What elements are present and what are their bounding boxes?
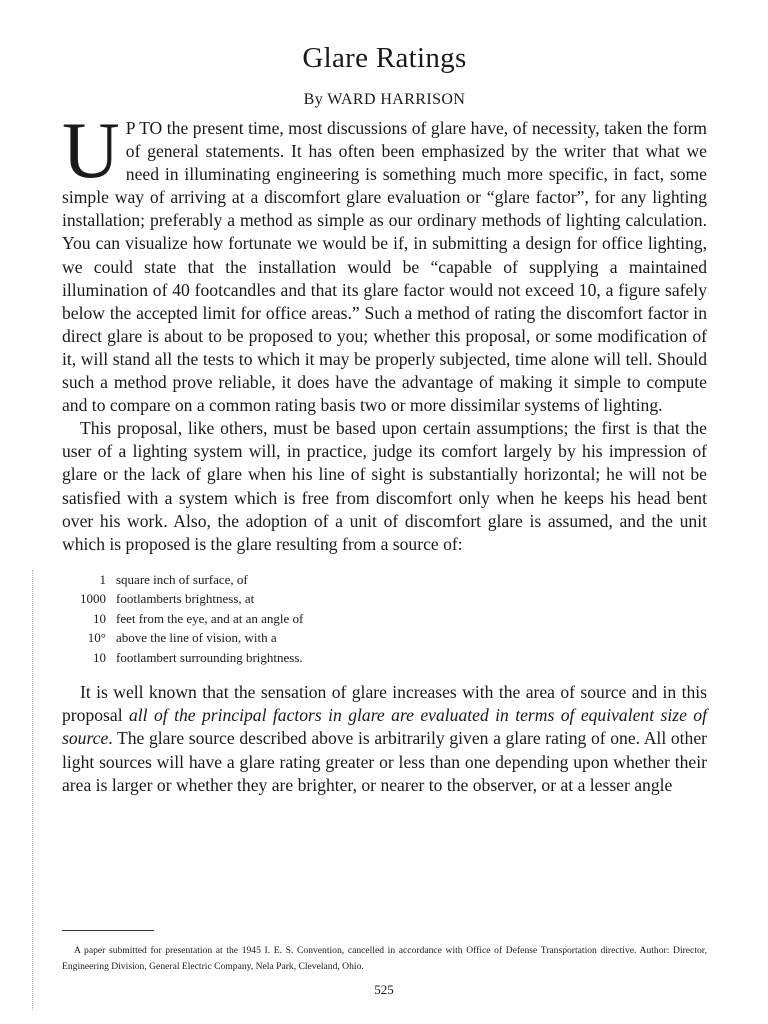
list-item-number: 10 [93, 649, 106, 665]
list-item-text: footlambert surrounding brightness. [116, 649, 303, 665]
list-item-text: feet from the eye, and at an angle of [116, 610, 304, 626]
paragraph-3-start: It is well known that the sensation of glare increases with the area of source and in this proposal [62, 682, 707, 726]
list-item-number: 10 [93, 610, 106, 626]
page-number: 525 [374, 982, 394, 997]
list-item-text: footlamberts brightness, at [116, 591, 255, 607]
list-item-number: 1000 [80, 591, 106, 607]
article [62, 38, 707, 797]
list-item-number: 10° [87, 630, 106, 646]
list-item [62, 570, 707, 590]
byline: By WARD HARRISON [303, 91, 466, 108]
paragraph-3-end: . The glare source described above is arbitrarily given a glare rating of one. All other light sources will have a glare rating greater or less than one depending upon whether their area is larger or whether they are brighter, or nearer to the observer, or at a lesser angle [62, 728, 707, 795]
list-item [62, 589, 707, 609]
list-item-text: square inch of surface, of [116, 571, 248, 587]
paragraph-1 [62, 107, 707, 417]
glare-unit-list [62, 570, 707, 668]
paragraph-1-text: P TO the present time, most discussions of glare have, of necessity, taken the form of general statements. It has often been emphasized by the writer that what we need in illuminating engineering is something much more specific, in fact, some simple way of arriving at a discomfort glare evaluation or “glare factor”, for any lighting installation; preferably a method as simple as our ordinary methods of lighting calculation. You can visualize how fortunate we would be if, in submitting a design for office lighting, we could state that the installation would be “capable of supplying a maintained illumination of 40 footcandles and that its glare factor would not exceed 10, a figure safely below the accepted limit for office areas.” Such a method of rating the discomfort factor in direct glare is about to be proposed to you; whether this proposal, or some modification of it, will stand all the tests to which it may be properly subjected, time alone will tell. Should such a method prove reliable, it does have the advantage of making it simple to compute and to compare on a common rating basis two or more dissimilar systems of lighting. [62, 118, 707, 416]
footnote: A paper submitted for presentation at the 1945 I. E. S. Convention, cancelled in accordance with Office of Defense Transportation directive. Author: Director, Engineering Division, General Electric Company, Nela Park, Cleveland, Ohio. [62, 945, 707, 972]
paragraph-3-emphasis: all of the principal factors in glare are evaluated in terms of equivalent size of source [62, 705, 707, 749]
list-item [62, 648, 707, 668]
paragraph-3 [62, 681, 707, 796]
drop-cap: U [62, 107, 120, 195]
article-title: Glare Ratings [302, 42, 467, 74]
list-item [62, 628, 707, 648]
list-item-number: 1 [99, 571, 106, 587]
scan-margin-mark [32, 570, 35, 1010]
list-item-text: above the line of vision, with a [116, 630, 277, 646]
list-item [62, 609, 707, 629]
paragraph-2: This proposal, like others, must be based upon certain assumptions; the first is that the user of a lighting system will, in practice, judge its comfort largely by his impression of glare or the lack of glare when his line of sight is substantially horizontal; he will not be satisfied with a system which is free from discomfort only when he keeps his head bent over his work. Also, the adoption of a unit of discomfort glare is assumed, and the unit which is proposed is the glare resulting from a source of: [62, 418, 707, 554]
footnote-rule [62, 930, 154, 931]
